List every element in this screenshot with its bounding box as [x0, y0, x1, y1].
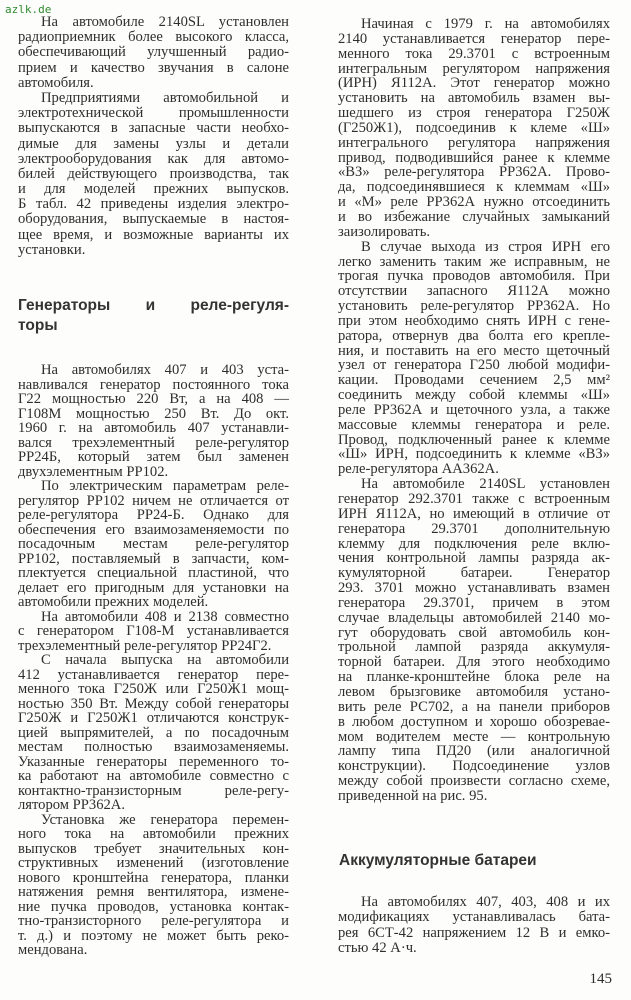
- text-line: РР102, поставляемый в запчасти, ком-: [18, 550, 289, 567]
- text-line: двухэлементным РР102.: [18, 463, 169, 480]
- watermark: azlk.de: [5, 3, 52, 16]
- text-line: 412 устанавливается генератор пере-: [18, 666, 289, 683]
- text-line: структивных изменений (изготовление: [18, 855, 289, 871]
- text-line: контактно-транзисторным реле-регу-: [18, 782, 289, 799]
- paragraph: [338, 477, 610, 804]
- text-line: местам полностью взаимозаменяемы.: [18, 739, 289, 755]
- text-line: и для моделей прежних выпусков.: [18, 181, 289, 198]
- text-line: с генератором Г108-М устанавливается: [18, 623, 289, 639]
- paragraph: [18, 813, 289, 958]
- text-line: ратора, отвернув два болта его крепле-: [338, 327, 610, 344]
- text-line: выпусков требует значительных кон-: [18, 840, 289, 857]
- text-line: т. д.) и поэтому не может быть реко-: [18, 927, 289, 944]
- text-line: кумуляторной батареи. Генератор: [338, 565, 610, 582]
- text-line: мендована.: [18, 942, 88, 958]
- text-line: димые для замены узлы и детали: [18, 135, 289, 152]
- text-line: менного тока Г250Ж или Г250Ж1 мощ-: [18, 681, 289, 697]
- text-line: рея 6СТ-42 напряжением 12 В и емко-: [338, 924, 610, 941]
- text-line: интегрального регулятора напряжения: [338, 134, 610, 151]
- left-intro-text: [18, 15, 289, 258]
- heading-line: Генераторы и реле-регуля-: [18, 297, 289, 314]
- text-line: Г250Ж и Г250Ж1 отличаются конструк-: [18, 710, 289, 726]
- text-line: На автомобиле 2140SL установлен: [361, 476, 610, 493]
- text-line: делает его пригодным для установки на: [18, 579, 289, 596]
- text-line: Провод, подключенный ранее к клемме: [338, 431, 610, 448]
- text-line: ИРН Я112А, но имеющий в отличие от: [338, 505, 610, 522]
- text-line: ного тока на автомобили прежних: [18, 826, 289, 842]
- text-line: стью 42 А·ч.: [338, 939, 417, 956]
- text-line: цией выпрямителей, а по посадочным: [18, 724, 289, 741]
- text-line: реле-регулятора РР24-Б. Однако для: [18, 507, 289, 523]
- text-line: С начала выпуска на автомобили: [41, 652, 289, 668]
- text-line: плектуется специальной пластиной, что: [18, 565, 289, 581]
- text-line: генератора 29.3701, причем в этом: [338, 594, 610, 611]
- text-line: реле-регулятора АА362А.: [338, 461, 499, 478]
- text-line: навливался генератор постоянного тока: [18, 376, 289, 393]
- text-line: На автомобиле 2140SL установлен: [41, 14, 289, 30]
- text-line: автомобили прежних моделей.: [18, 594, 209, 610]
- text-line: Г108М мощностью 250 Вт. До окт.: [18, 405, 289, 422]
- text-line: прием и качество звучания в салоне: [18, 59, 289, 76]
- text-line: случае владельцы автомобилей 2140 мо-: [338, 609, 610, 626]
- left-main-text: [18, 363, 289, 958]
- text-line: лятором РР362А.: [18, 797, 125, 813]
- text-line: ностью 350 Вт. Между собой генераторы: [18, 695, 289, 712]
- text-line: билей действующего производства, так: [18, 165, 289, 182]
- text-line: привод, подводившийся ранее к клемме: [338, 149, 610, 166]
- text-line: генератор 292.3701 также с встроенным: [338, 491, 610, 507]
- text-line: левом брызговике автомобиля устано-: [338, 683, 610, 700]
- text-line: РР24Б, который затем был заменен: [18, 449, 289, 465]
- text-line: нового кронштейна генератора, планки: [18, 869, 289, 886]
- paragraph: [338, 895, 610, 956]
- text-line: в любом доступном и хорошо обозревае-: [338, 713, 610, 730]
- text-line: тно-транзисторного реле-регулятора и: [18, 913, 289, 929]
- text-line: посадочным местам реле-регулятор: [18, 536, 289, 552]
- text-line: интегральным регулятором напряжения: [338, 60, 610, 77]
- right-main-text: [338, 17, 610, 804]
- text-line: щее время, и возможные варианты их: [18, 226, 289, 243]
- text-line: модификациях устанавливалась бата-: [338, 909, 610, 926]
- text-line: чения контрольной лампы разряда ак-: [338, 550, 610, 567]
- text-line: (Г250Ж1), подсоединив к клеме «Ш»: [338, 119, 610, 136]
- text-line: «Ш» ИРН, подсоединить к клемме «ВЗ»: [338, 446, 610, 463]
- text-line: да, подсоединявшиеся к клеммам «Ш»: [338, 179, 610, 196]
- text-line: вался трехэлементный реле-регулятор: [18, 434, 289, 451]
- text-line: отсутствии запасного Я112А можно: [338, 283, 610, 300]
- text-line: выпускаются в запасные части необхо-: [18, 120, 289, 137]
- text-line: электрооборудования как для автомо-: [18, 150, 289, 167]
- text-line: регулятор РР102 ничем не отличается от: [18, 492, 289, 509]
- text-line: трехэлементный реле-регулятор РР24Г2.: [18, 637, 272, 654]
- paragraph: [18, 479, 289, 610]
- text-line: На автомобилях 407 и 403 уста-: [41, 362, 289, 378]
- text-line: шедшего из строя генератора Г250Ж: [338, 105, 610, 122]
- text-line: торной батареи. Для этого необходимо: [338, 654, 610, 671]
- text-line: ние пучка проводов, установка контак-: [18, 898, 289, 915]
- text-line: автомобиля.: [18, 74, 94, 91]
- text-line: соединить между собой клеммы «Ш»: [338, 387, 610, 404]
- paragraph: [18, 363, 289, 479]
- text-line: приведенной на рис. 95.: [338, 787, 488, 804]
- text-line: на планке-кронштейне блока реле на: [338, 669, 610, 686]
- text-line: 1960 г. на автомобиль 407 устанавли-: [18, 420, 289, 436]
- battery-text: [338, 895, 610, 956]
- text-line: клемму для подключения реле вклю-: [338, 535, 610, 552]
- paragraph: [18, 610, 289, 654]
- heading-line: торы: [18, 317, 58, 334]
- paragraph: [18, 91, 289, 258]
- paragraph: [338, 240, 610, 478]
- text-line: обеспечения его взаимозаменяемости по: [18, 521, 289, 538]
- text-line: вить реле РС702, а на панели приборов: [338, 698, 610, 715]
- text-line: ния, и поставить на его место щеточный: [338, 342, 610, 359]
- text-line: радиоприемник более высокого класса,: [18, 29, 289, 46]
- text-line: и во избежание случайных замыканий: [338, 208, 610, 225]
- text-line: 2140 устанавливается генератор пере-: [338, 30, 610, 47]
- text-line: менного тока 29.3701 с встроенным: [338, 45, 610, 62]
- text-line: трольной лампой разряда аккумуля-: [338, 639, 610, 656]
- text-line: кации. Проводами сечением 2,5 мм²: [338, 372, 610, 389]
- text-line: Установка же генератора перемен-: [41, 811, 289, 828]
- text-line: гут оборудовать свой автомобиль кон-: [338, 624, 610, 641]
- text-line: электротехнической промышленности: [18, 105, 289, 122]
- text-line: По электрическим параметрам реле-: [41, 478, 289, 494]
- text-line: легко заменить таким же исправным, не: [338, 253, 610, 270]
- paragraph: [18, 653, 289, 813]
- text-line: «ВЗ» реле-регулятора РР362А. Прово-: [338, 164, 610, 181]
- text-line: узел от генератора Г250 любой модифи-: [338, 357, 610, 374]
- text-line: между собой произвести согласно схеме,: [338, 773, 610, 790]
- text-line: установки.: [18, 241, 86, 258]
- text-line: обеспечивающий улучшенный радио-: [18, 44, 289, 61]
- text-line: оборудования, выпускаемые в настоя-: [18, 211, 289, 228]
- text-line: конструкции). Подсоединение узлов: [338, 758, 610, 775]
- text-line: трогая пучка проводов автомобиля. При: [338, 268, 610, 285]
- page-number: 145: [589, 971, 612, 987]
- text-line: заизолировать.: [338, 223, 431, 240]
- text-line: установить реле-регулятор РР362А. Но: [338, 298, 610, 315]
- text-line: ка работают на автомобиле совместно с: [18, 768, 289, 784]
- text-line: при этом необходимо снять ИРН с гене-: [338, 312, 610, 329]
- text-line: установить на автомобиль взамен вы-: [338, 90, 610, 107]
- paragraph: [18, 15, 289, 91]
- text-line: мом водителем месте — контрольную: [338, 728, 610, 745]
- text-line: 293. 3701 можно устанавливать взамен: [338, 580, 610, 597]
- text-line: В случае выхода из строя ИРН его: [361, 238, 610, 255]
- text-line: Предприятиями автомобильной и: [41, 89, 289, 106]
- text-line: генератора 29.3701 дополнительную: [338, 520, 610, 537]
- section-heading-batteries: Аккумуляторные батареи: [339, 852, 537, 869]
- text-line: Б табл. 42 приведены изделия электро-: [18, 196, 289, 213]
- text-line: Указанные генераторы переменного то-: [18, 753, 289, 770]
- text-line: лампу типа ПД20 (или аналогичной: [338, 743, 610, 760]
- text-line: и «М» реле РР362А нужно отсоединить: [338, 194, 610, 211]
- text-line: массовые клеммы генератора и реле.: [338, 416, 610, 433]
- text-line: На автомобилях 407, 403, 408 и их: [361, 894, 610, 910]
- text-line: реле РР362А и щеточного узла, а также: [338, 401, 610, 418]
- paragraph: [338, 17, 610, 240]
- text-line: На автомобили 408 и 2138 совместно: [41, 608, 289, 625]
- text-line: Начиная с 1979 г. на автомобилях: [361, 16, 610, 32]
- section-heading-generators: [18, 296, 289, 336]
- text-line: Г22 мощностью 220 Вт, а на 408 —: [18, 391, 289, 407]
- text-line: (ИРН) Я112А. Этот генератор можно: [338, 75, 610, 92]
- text-line: натяжения ремня вентилятора, измене-: [18, 884, 289, 900]
